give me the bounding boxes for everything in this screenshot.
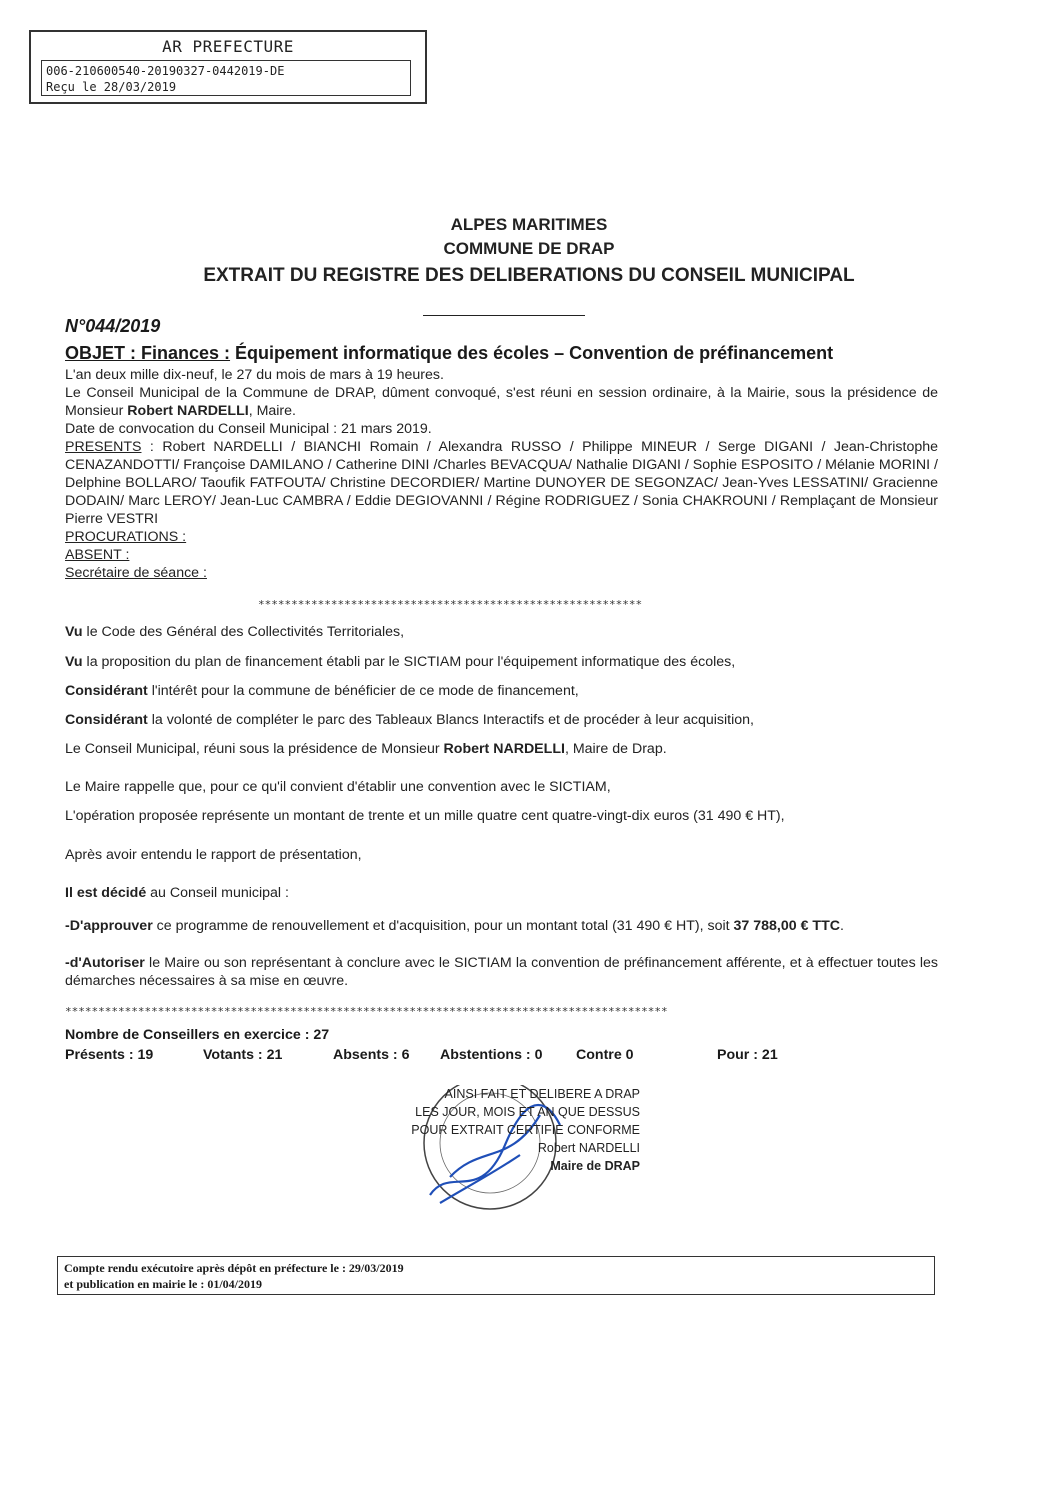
votes-pour: Pour : 21 xyxy=(717,1047,778,1063)
considerant-keyword: Considérant xyxy=(65,683,148,699)
intro-session-end: , Maire. xyxy=(248,403,296,419)
decide-text: au Conseil municipal : xyxy=(146,885,289,901)
footer-publication-date: et publication en mairie le : 01/04/2019 xyxy=(64,1277,262,1291)
header-divider xyxy=(423,315,585,316)
document-header xyxy=(0,213,1058,291)
mayor-name: Robert NARDELLI xyxy=(127,403,249,419)
autoriser-keyword: -d'Autoriser xyxy=(65,955,145,971)
separator-stars-long: ******************************************************************************************* xyxy=(65,1005,668,1018)
votes-abstentions: Abstentions : 0 xyxy=(440,1047,543,1063)
separator-stars-short: ********************************************************** xyxy=(258,598,643,611)
footer-executoire-box xyxy=(57,1256,935,1295)
considerant-text: le Code des Général des Collectivités Territoriales, xyxy=(82,624,405,640)
deliberation-number: N°044/2019 xyxy=(65,316,161,336)
objet-label: OBJET : Finances : xyxy=(65,343,231,363)
considerant-line xyxy=(65,712,945,728)
header-department: ALPES MARITIMES xyxy=(450,215,608,234)
signature-line2: LES JOUR, MOIS ET AN QUE DESSUS xyxy=(415,1105,640,1119)
stamp-inner-box xyxy=(41,60,411,96)
considerant-line xyxy=(65,654,945,670)
conseil-mayor-name: Robert NARDELLI xyxy=(443,741,565,757)
considerant-text: la proposition du plan de financement établi par le SICTIAM pour l'équipement informatique des écoles, xyxy=(82,654,736,670)
conseillers-count: Nombre de Conseillers en exercice : 27 xyxy=(65,1027,330,1043)
votes-votants: Votants : 21 xyxy=(203,1047,283,1063)
secretaire-line xyxy=(65,564,938,582)
autoriser-paragraph xyxy=(65,954,938,990)
intro-convocation: Date de convocation du Conseil Municipal : 21 mars 2019. xyxy=(65,421,432,437)
presents-paragraph xyxy=(65,438,938,528)
signature-mayor-name: Robert NARDELLI xyxy=(537,1141,640,1155)
approuver-keyword: -D'approuver xyxy=(65,918,153,934)
prefecture-stamp xyxy=(29,30,427,104)
votes-presents: Présents : 19 xyxy=(65,1047,154,1063)
procurations-label: PROCURATIONS : xyxy=(65,529,187,545)
intro-block xyxy=(65,366,938,582)
considerant-text: l'intérêt pour la commune de bénéficier de ce mode de financement, xyxy=(147,683,579,699)
decide-line xyxy=(65,885,945,901)
apres-line: Après avoir entendu le rapport de présentation, xyxy=(65,847,362,863)
conseil-line xyxy=(65,741,945,757)
considerant-keyword: Vu xyxy=(65,654,83,670)
conseil-text-end: , Maire de Drap. xyxy=(564,741,667,757)
stamp-title: AR PREFECTURE xyxy=(162,37,294,56)
absent-label: ABSENT : xyxy=(65,547,130,563)
objet-line xyxy=(65,343,965,364)
considerant-keyword: Considérant xyxy=(65,712,148,728)
secretaire-label: Secrétaire de séance : xyxy=(65,565,207,581)
conseil-text: Le Conseil Municipal, réuni sous la présidence de Monsieur xyxy=(65,741,444,757)
considerant-keyword: Vu xyxy=(65,624,83,640)
footer-depot-date: Compte rendu exécutoire après dépôt en préfecture le : 29/03/2019 xyxy=(64,1261,404,1275)
presents-label: PRESENTS xyxy=(65,439,142,455)
signature-line3: POUR EXTRAIT CERTIFIE CONFORME xyxy=(411,1123,640,1137)
intro-session xyxy=(65,384,938,420)
votes-contre: Contre 0 xyxy=(576,1047,634,1063)
decide-keyword: Il est décidé xyxy=(65,885,147,901)
stamp-reference: 006-210600540-20190327-0442019-DE xyxy=(46,64,285,78)
approuver-text: ce programme de renouvellement et d'acquisition, pour un montant total (31 490 € HT), soit xyxy=(152,918,734,934)
header-commune: COMMUNE DE DRAP xyxy=(443,239,615,258)
approuver-end: . xyxy=(839,918,844,934)
intro-session-text: Le Conseil Municipal de la Commune de DRAP, dûment convoqué, s'est réuni en session ordinaire, à la Mairie, sous la présidence de Monsieur xyxy=(65,385,938,419)
presents-list: : Robert NARDELLI / BIANCHI Romain / Alexandra RUSSO / Philippe MINEUR / Serge DIGANI / Jean-Christophe CENAZANDOTTI/ Françoise DAMILANO / Catherine DINI /Charles BEVACQUA/ Nathalie DIGANI / Sophie ESPOSITO / Mélanie MORINI / Delphine BOLLARO/ Taoufik FATFOUTA/ Christine DECORDIER/ Martine DUNOYER DE SEGONZAC/ Jean-Yves LESSATINI/ Gracienne DODAIN/ Marc LEROY/ Jean-Luc CAMBRA / Eddie DEGIOVANNI / Régine RODRIGUEZ / Sonia CHAKROUNI / Remplaçant de Monsieur Pierre VESTRI xyxy=(65,439,938,527)
rappel-line: Le Maire rappelle que, pour ce qu'il convient d'établir une convention avec le SICTIAM, xyxy=(65,779,611,795)
considerant-text: la volonté de compléter le parc des Tableaux Blancs Interactifs et de procéder à leur acquisition, xyxy=(147,712,754,728)
approuver-paragraph xyxy=(65,917,938,935)
operation-line: L'opération proposée représente un montant de trente et un mille quatre cent quatre-vingt-dix euros (31 490 € HT), xyxy=(65,808,785,824)
stamp-received-date: Reçu le 28/03/2019 xyxy=(46,80,177,94)
autoriser-text: le Maire ou son représentant à conclure avec le SICTIAM la convention de préfinancement afférente, et à effectuer toutes les démarches nécessaires à sa mise en œuvre. xyxy=(65,955,938,989)
signature-line1: AINSI FAIT ET DELIBERE A DRAP xyxy=(444,1087,640,1101)
considerant-line xyxy=(65,683,945,699)
signature-mayor-title: Maire de DRAP xyxy=(550,1159,640,1173)
approuver-amount: 37 788,00 € TTC xyxy=(733,918,840,934)
votes-absents: Absents : 6 xyxy=(333,1047,410,1063)
objet-text: Équipement informatique des écoles – Convention de préfinancement xyxy=(230,343,834,363)
considerant-line xyxy=(65,624,945,640)
intro-date: L'an deux mille dix-neuf, le 27 du mois de mars à 19 heures. xyxy=(65,367,444,383)
header-register-title: EXTRAIT DU REGISTRE DES DELIBERATIONS DU CONSEIL MUNICIPAL xyxy=(203,265,855,286)
signature-block xyxy=(380,1085,640,1175)
